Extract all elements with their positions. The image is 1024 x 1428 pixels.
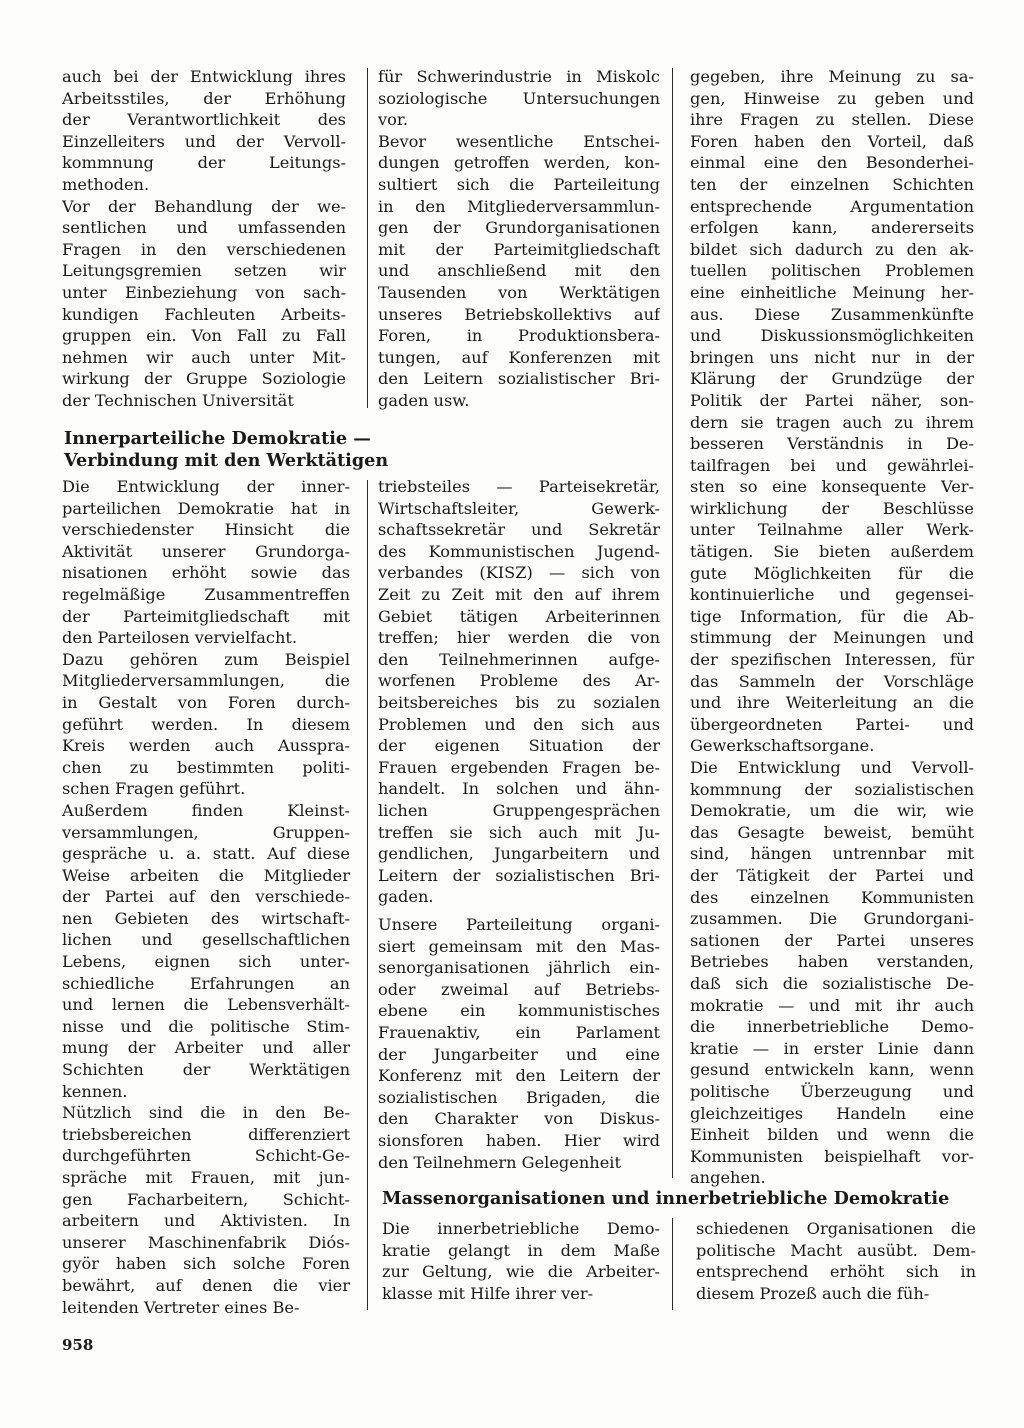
text-line: Klärung der Grundzüge der: [690, 369, 974, 389]
text-line: lichen Gruppengesprächen: [378, 800, 660, 820]
text-line: daß sich die sozialistische De-: [690, 973, 974, 993]
text-line: gespräche u. a. statt. Auf diese: [62, 844, 350, 864]
text-line: Dazu gehören zum Beispiel: [62, 649, 350, 669]
text-line: Einzelleiters und der Vervoll-: [62, 131, 346, 151]
text-line: triebsteiles — Parteisekretär,: [378, 477, 660, 496]
text-line: Unsere Parteileitung organi-: [378, 915, 660, 934]
text-line: gute Möglichkeiten für die: [690, 563, 974, 583]
text-line: sozialistischen Brigaden, die: [378, 1087, 660, 1107]
text-block-bottom-col3: [696, 1218, 976, 1304]
heading-line-2: Verbindung mit den Werktätigen: [64, 450, 389, 471]
text-line: soziologische Untersuchungen: [378, 88, 660, 108]
text-line: Mitgliederversammlungen, die: [62, 671, 350, 691]
text-line: aus. Diese Zusammenkünfte: [690, 304, 974, 324]
text-line: nen Gebieten des wirtschaft-: [62, 908, 350, 928]
text-block-mid-col2: [378, 476, 660, 908]
text-line: ten der einzelnen Schichten: [690, 174, 974, 194]
text-line: den Teilnehmern Gelegenheit: [378, 1152, 621, 1172]
text-block-top-col1: [62, 66, 346, 412]
text-line: den Leitern sozialistischer Bri-: [378, 369, 660, 389]
text-line: für Schwerindustrie in Miskolc: [378, 67, 660, 86]
text-line: versammlungen, Gruppen-: [62, 822, 350, 842]
section-heading-massenorganisationen: Massenorganisationen und innerbetriebliche Demokratie: [382, 1188, 950, 1209]
text-line: Schichten der Werktätigen: [62, 1060, 350, 1080]
text-line: kratie — in erster Linie dann: [690, 1038, 974, 1058]
text-line: und ihre Weiterleitung an die: [690, 693, 974, 713]
text-line: der Parteimitgliedschaft mit: [62, 606, 350, 626]
text-line: Frauenaktiv, ein Parlament: [378, 1022, 660, 1042]
text-line: beitsbereiches bis zu sozialen: [378, 692, 660, 712]
text-line: schaftssekretär und Sekretär: [378, 520, 660, 540]
text-line: auch bei der Entwicklung ihres: [62, 67, 346, 86]
text-line: mokratie — und mit ihr auch: [690, 995, 974, 1015]
text-line: gruppen ein. Von Fall zu Fall: [62, 326, 346, 346]
text-line: zusammen. Die Grundorgani-: [690, 909, 974, 929]
text-line: senorganisationen jährlich ein-: [378, 958, 660, 978]
text-line: tungen, auf Konferenzen mit: [378, 347, 660, 367]
text-line: der Technischen Universität: [62, 390, 294, 410]
text-line: chen zu bestimmten politi-: [62, 757, 350, 777]
text-line: treffen; hier werden die von: [378, 628, 660, 648]
text-line: Gebiet tätigen Arbeiterinnen: [378, 606, 660, 626]
text-line: nisationen erhöht sowie das: [62, 563, 350, 583]
text-line: Vor der Behandlung der we-: [62, 196, 346, 216]
column-rule-top-1: [367, 68, 368, 408]
text-line: Tausenden von Werktätigen: [378, 282, 660, 302]
text-line: unseres Betriebskollektivs auf: [378, 304, 660, 324]
text-line: eine einheitliche Meinung her-: [690, 282, 974, 302]
text-line: und lernen die Lebensverhält-: [62, 995, 350, 1015]
text-line: sentlichen und umfassenden: [62, 218, 346, 238]
text-line: kennen.: [62, 1081, 128, 1101]
text-line: Gewerkschaftsorgane.: [690, 736, 875, 756]
text-line: und anschließend mit den: [378, 261, 660, 281]
text-line: durchgeführten Schicht-Ge-: [62, 1146, 350, 1166]
text-line: gegeben, ihre Meinung zu sa-: [690, 67, 974, 86]
text-line: kontinuierliche und gegensei-: [690, 585, 974, 605]
text-line: Außerdem finden Kleinst-: [62, 800, 350, 820]
text-line: leitenden Vertreter eines Be-: [62, 1297, 300, 1317]
text-line: parteilichen Demokratie hat in: [62, 498, 350, 518]
text-line: dern sie tragen auch zu ihrem: [690, 412, 974, 432]
text-line: methoden.: [62, 174, 150, 194]
column-rule-mid-1: [367, 480, 368, 1310]
text-line: ebene ein kommunistisches: [378, 1001, 660, 1021]
text-line: einmal eine den Besonderhei-: [690, 153, 974, 173]
text-line: gen der Grundorganisationen: [378, 218, 660, 238]
text-line: tailfragen bei und gewährlei-: [690, 455, 974, 475]
text-line: handelt. In solchen und ähn-: [378, 779, 660, 799]
text-line: schiedenen Organisationen die: [696, 1219, 976, 1238]
text-line: angehen.: [690, 1168, 766, 1188]
text-line: kommnung der sozialistischen: [690, 779, 974, 799]
text-line: Einheit bilden und wenn die: [690, 1125, 974, 1145]
text-line: unter Einbeziehung von sach-: [62, 282, 346, 302]
text-line: triebsbereichen differenziert: [62, 1124, 350, 1144]
text-line: mit der Parteimitgliedschaft: [378, 239, 660, 259]
text-line: der Verantwortlichkeit des: [62, 110, 346, 130]
text-block-bottom-col2: [382, 1218, 660, 1304]
text-line: Politik der Partei näher, son-: [690, 390, 974, 410]
text-line: Kreis werden auch Ausspra-: [62, 736, 350, 756]
text-line: gaden usw.: [378, 390, 470, 410]
text-line: arbeitern und Aktivisten. In: [62, 1211, 350, 1231]
text-line: gesund entwickeln kann, wenn: [690, 1060, 974, 1080]
text-line: bringen uns nicht nur in der: [690, 347, 974, 367]
text-line: Arbeitsstiles, der Erhöhung: [62, 88, 346, 108]
text-line: spräche mit Frauen, mit jun-: [62, 1168, 350, 1187]
text-line: wirkung der Gruppe Soziologie: [62, 369, 346, 389]
text-line: sind, hängen untrennbar mit: [690, 844, 974, 864]
text-line: siert gemeinsam mit den Mas-: [378, 936, 660, 956]
text-line: diesem Prozeß auch die füh-: [696, 1283, 930, 1303]
section-heading-innerparteiliche-demokratie: [64, 428, 388, 472]
text-line: sionsforen haben. Hier wird: [378, 1130, 660, 1150]
text-line: stimmung der Meinungen und: [690, 628, 974, 648]
text-line: Wirtschaftsleiter, Gewerk-: [378, 498, 660, 518]
text-line: erfolgen kann, andererseits: [690, 218, 974, 238]
text-line: Demokratie, um die wir, wie: [690, 801, 974, 821]
text-line: worfenen Probleme des Ar-: [378, 671, 660, 691]
text-line: der Jungarbeiter und eine: [378, 1044, 660, 1064]
text-line: ihre Fragen zu stellen. Diese: [690, 110, 974, 130]
text-line: das Sammeln der Vorschläge: [690, 671, 974, 691]
text-line: politische Überzeugung und: [690, 1081, 974, 1101]
text-line: Leitern der sozialistischen Bri-: [378, 865, 660, 885]
text-line: oder zweimal auf Betriebs-: [378, 979, 660, 999]
text-line: gendlichen, Jungarbeitern und: [378, 844, 660, 864]
text-line: das Gesagte beweist, bemüht: [690, 822, 974, 842]
text-line: unserer Maschinenfabrik Diós-: [62, 1232, 350, 1252]
text-line: übergeordneten Partei- und: [690, 714, 974, 734]
text-line: entsprechende Argumentation: [690, 196, 974, 216]
text-line: sultiert sich die Parteileitung: [378, 174, 660, 194]
text-line: unter Teilnahme aller Werk-: [690, 520, 974, 540]
text-line: Weise arbeiten die Mitglieder: [62, 865, 350, 885]
text-block-mid-col1: [62, 476, 350, 1318]
column-rule-top-2: [672, 68, 673, 1178]
text-line: kratie gelangt in dem Maße: [382, 1240, 660, 1260]
text-line: gen Facharbeitern, Schicht-: [62, 1189, 350, 1209]
text-line: der Partei auf den verschiede-: [62, 887, 350, 907]
text-line: der spezifischen Interessen, für: [690, 650, 974, 670]
text-line: Foren, in Produktionsbera-: [378, 326, 660, 346]
text-line: den Teilnehmerinnen aufge-: [378, 649, 660, 669]
text-line: zur Geltung, wie die Arbeiter-: [382, 1262, 660, 1282]
text-line: den Charakter von Diskus-: [378, 1109, 660, 1129]
text-line: des einzelnen Kommunisten: [690, 887, 974, 907]
text-line: mung der Arbeiter und aller: [62, 1038, 350, 1058]
text-line: Die Entwicklung und Vervoll-: [690, 758, 974, 777]
text-line: kommnung der Leitungs-: [62, 153, 346, 173]
text-line: regelmäßige Zusammentreffen: [62, 584, 350, 604]
text-line: gleichzeitiges Handeln eine: [690, 1103, 974, 1123]
text-line: vor.: [378, 110, 408, 130]
text-line: sten so eine konsequente Ver-: [690, 477, 974, 497]
text-block-mid-col2b: [378, 914, 660, 1173]
text-line: Betriebes haben verstanden,: [690, 952, 974, 972]
page-number: 958: [62, 1336, 94, 1354]
text-line: Kommunisten beispielhaft vor-: [690, 1146, 974, 1166]
text-line: verbandes (KISZ) — sich von: [378, 563, 660, 583]
text-line: Konferenz mit den Leitern der: [378, 1066, 660, 1086]
text-line: lichen und gesellschaftlichen: [62, 930, 350, 950]
text-line: des Kommunistischen Jugend-: [378, 541, 660, 561]
text-line: bewährt, auf denen die vier: [62, 1275, 350, 1295]
text-block-col3: [690, 66, 974, 1189]
text-line: und Diskussionsmöglichkeiten: [690, 326, 974, 346]
text-line: Die Entwicklung der inner-: [62, 477, 350, 496]
text-line: dungen getroffen werden, kon-: [378, 153, 660, 173]
text-line: klasse mit Hilfe ihrer ver-: [382, 1283, 594, 1303]
text-line: den Parteilosen vervielfacht.: [62, 628, 298, 648]
text-line: verschiedenster Hinsicht die: [62, 520, 350, 540]
text-line: entsprechend erhöht sich in: [696, 1262, 976, 1282]
text-line: wirklichung der Beschlüsse: [690, 498, 974, 518]
text-line: der eigenen Situation der: [378, 736, 660, 756]
text-line: politische Macht ausübt. Dem-: [696, 1240, 976, 1260]
text-line: geführt werden. In diesem: [62, 714, 350, 734]
text-line: die innerbetriebliche Demo-: [690, 1017, 974, 1037]
text-block-top-col2: [378, 66, 660, 412]
text-line: Die innerbetriebliche Demo-: [382, 1219, 660, 1238]
text-line: Nützlich sind die in den Be-: [62, 1103, 350, 1123]
text-line: tige Information, für die Ab-: [690, 606, 974, 626]
text-line: Bevor wesentliche Entschei-: [378, 131, 660, 151]
text-line: schiedliche Erfahrungen an: [62, 973, 350, 993]
text-line: Lebens, eignen sich unter-: [62, 952, 350, 972]
text-line: nehmen wir auch unter Mit-: [62, 347, 346, 367]
text-line: in den Mitgliederversammlun-: [378, 196, 660, 216]
text-line: gaden.: [378, 887, 434, 907]
text-line: Aktivität unserer Grundorga-: [62, 541, 350, 561]
text-line: Leitungsgremien setzen wir: [62, 261, 346, 281]
text-line: györ haben sich solche Foren: [62, 1254, 350, 1274]
text-line: sationen der Partei unseres: [690, 930, 974, 950]
text-line: tuellen politischen Problemen: [690, 261, 974, 281]
text-line: der Tätigkeit der Partei und: [690, 865, 974, 885]
text-line: Fragen in den verschiedenen: [62, 239, 346, 259]
text-line: bildet sich dadurch zu den ak-: [690, 239, 974, 259]
text-line: tätigen. Sie bieten außerdem: [690, 542, 974, 562]
column-rule-bottom-2: [672, 1218, 673, 1310]
text-line: besseren Verständnis in De-: [690, 434, 974, 454]
text-line: in Gestalt von Foren durch-: [62, 692, 350, 712]
text-line: Foren haben den Vorteil, daß: [690, 131, 974, 151]
text-line: Problemen und den sich aus: [378, 714, 660, 734]
text-line: treffen sie sich auch mit Ju-: [378, 822, 660, 842]
text-line: schen Fragen geführt.: [62, 779, 246, 799]
text-line: gen, Hinweise zu geben und: [690, 88, 974, 108]
text-line: Zeit zu Zeit mit den auf ihrem: [378, 584, 660, 604]
heading-line-1: Innerparteiliche Demokratie —: [64, 428, 371, 449]
text-line: Frauen ergebenden Fragen be-: [378, 757, 660, 777]
text-line: nisse und die politische Stim-: [62, 1016, 350, 1036]
text-line: kundigen Fachleuten Arbeits-: [62, 304, 346, 324]
